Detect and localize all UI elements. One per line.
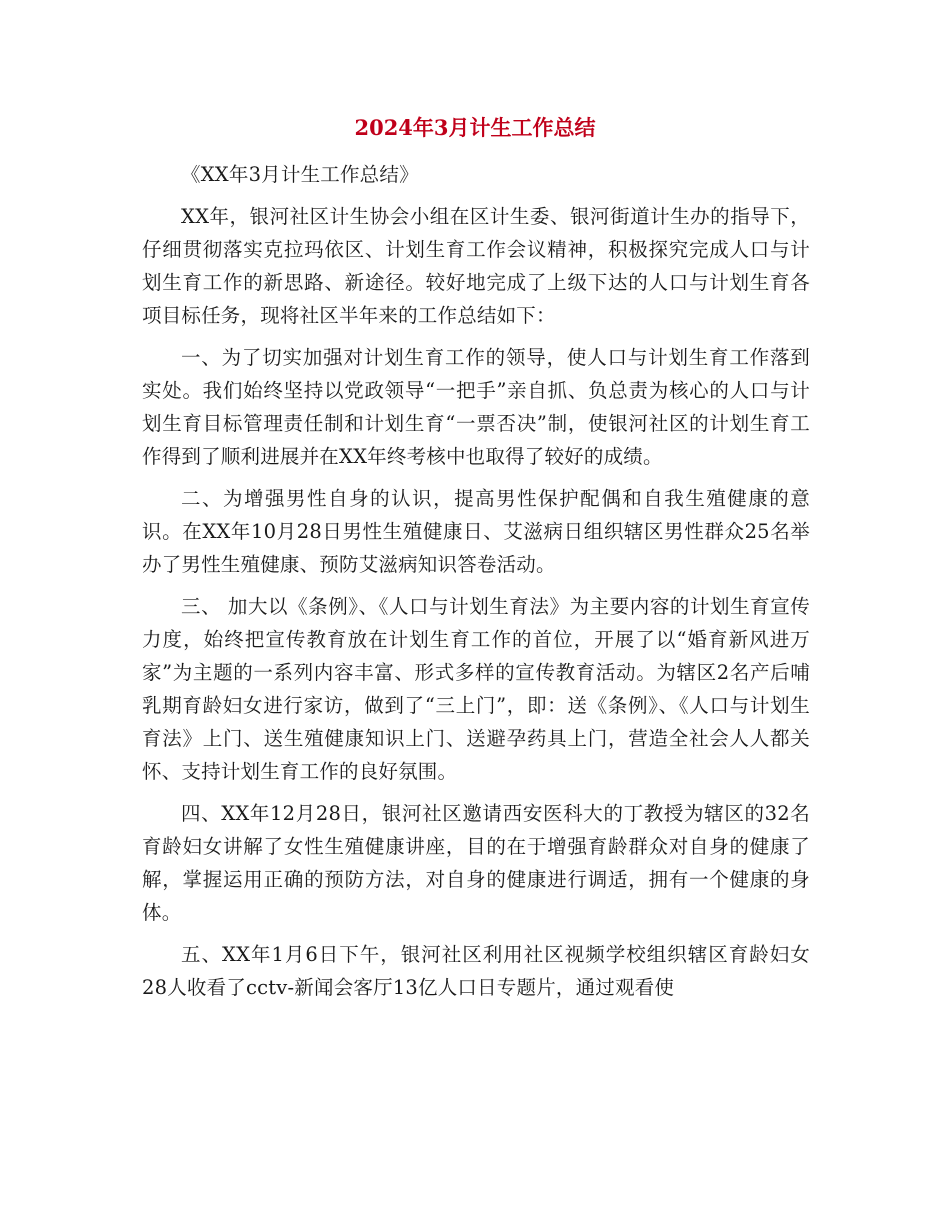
paragraph-gap (142, 473, 810, 482)
paragraph-section-4: 四、XX年12月28日，银河社区邀请西安医科大的丁教授为辖区的32名育龄妇女讲解了女性生殖健康讲座，目的在于增强育龄群众对自身的健康了解，掌握运用正确的预防方法，对自身的健康进行调适，拥有一个健康的身体。 (142, 802, 810, 924)
paragraph-gap (142, 788, 810, 797)
paragraph-section-3: 三、 加大以《条例》、《人口与计划生育法》为主要内容的计划生育宣传力度，始终把宣传教育放在计划生育工作的首位，开展了以“婚育新风进万家”为主题的一系列内容丰富、形式多样的宣传教育活动。为辖区2名产后哺乳期育龄妇女进行家访，做到了“三上门”，即：送《条例》、《人口与计划生育法》上门、送生殖健康知识上门、送避孕药具上门，营造全社会人人都关怀、支持计划生育工作的良好氛围。 (142, 595, 810, 783)
paragraph-gap (142, 929, 810, 938)
paragraph-section-1: 一、为了切实加强对计划生育工作的领导，使人口与计划生育工作落到实处。我们始终坚持以党政领导“一把手”亲自抓、负总责为核心的人口与计划生育目标管理责任制和计划生育“一票否决”制，使银河社区的计划生育工作得到了顺利进展并在XX年终考核中也取得了较好的成绩。 (142, 346, 810, 468)
paragraph-gap (142, 191, 810, 200)
paragraph-gap (142, 581, 810, 590)
paragraph-section-5: 五、XX年1月6日下午，银河社区利用社区视频学校组织辖区育龄妇女28人收看了cctv-新闻会客厅13亿人口日专题片，通过观看使 (142, 943, 810, 999)
paragraph-section-2: 二、为增强男性自身的认识，提高男性保护配偶和自我生殖健康的意识。在XX年10月28日男性生殖健康日、艾滋病日组织辖区男性群众25名举办了男性生殖健康、预防艾滋病知识答卷活动。 (142, 487, 810, 576)
paragraph-intro: XX年，银河社区计生协会小组在区计生委、银河街道计生办的指导下，仔细贯彻落实克拉玛依区、计划生育工作会议精神，积极探究完成人口与计划生育工作的新思路、新途径。较好地完成了上级下达的人口与计划生育各项目标任务，现将社区半年来的工作总结如下： (142, 205, 810, 327)
document-body (142, 158, 810, 1004)
paragraph-gap (142, 332, 810, 341)
paragraph-source-title: 《XX年3月计生工作总结》 (181, 163, 419, 186)
document-title: 2024年3月计生工作总结 (354, 115, 596, 140)
